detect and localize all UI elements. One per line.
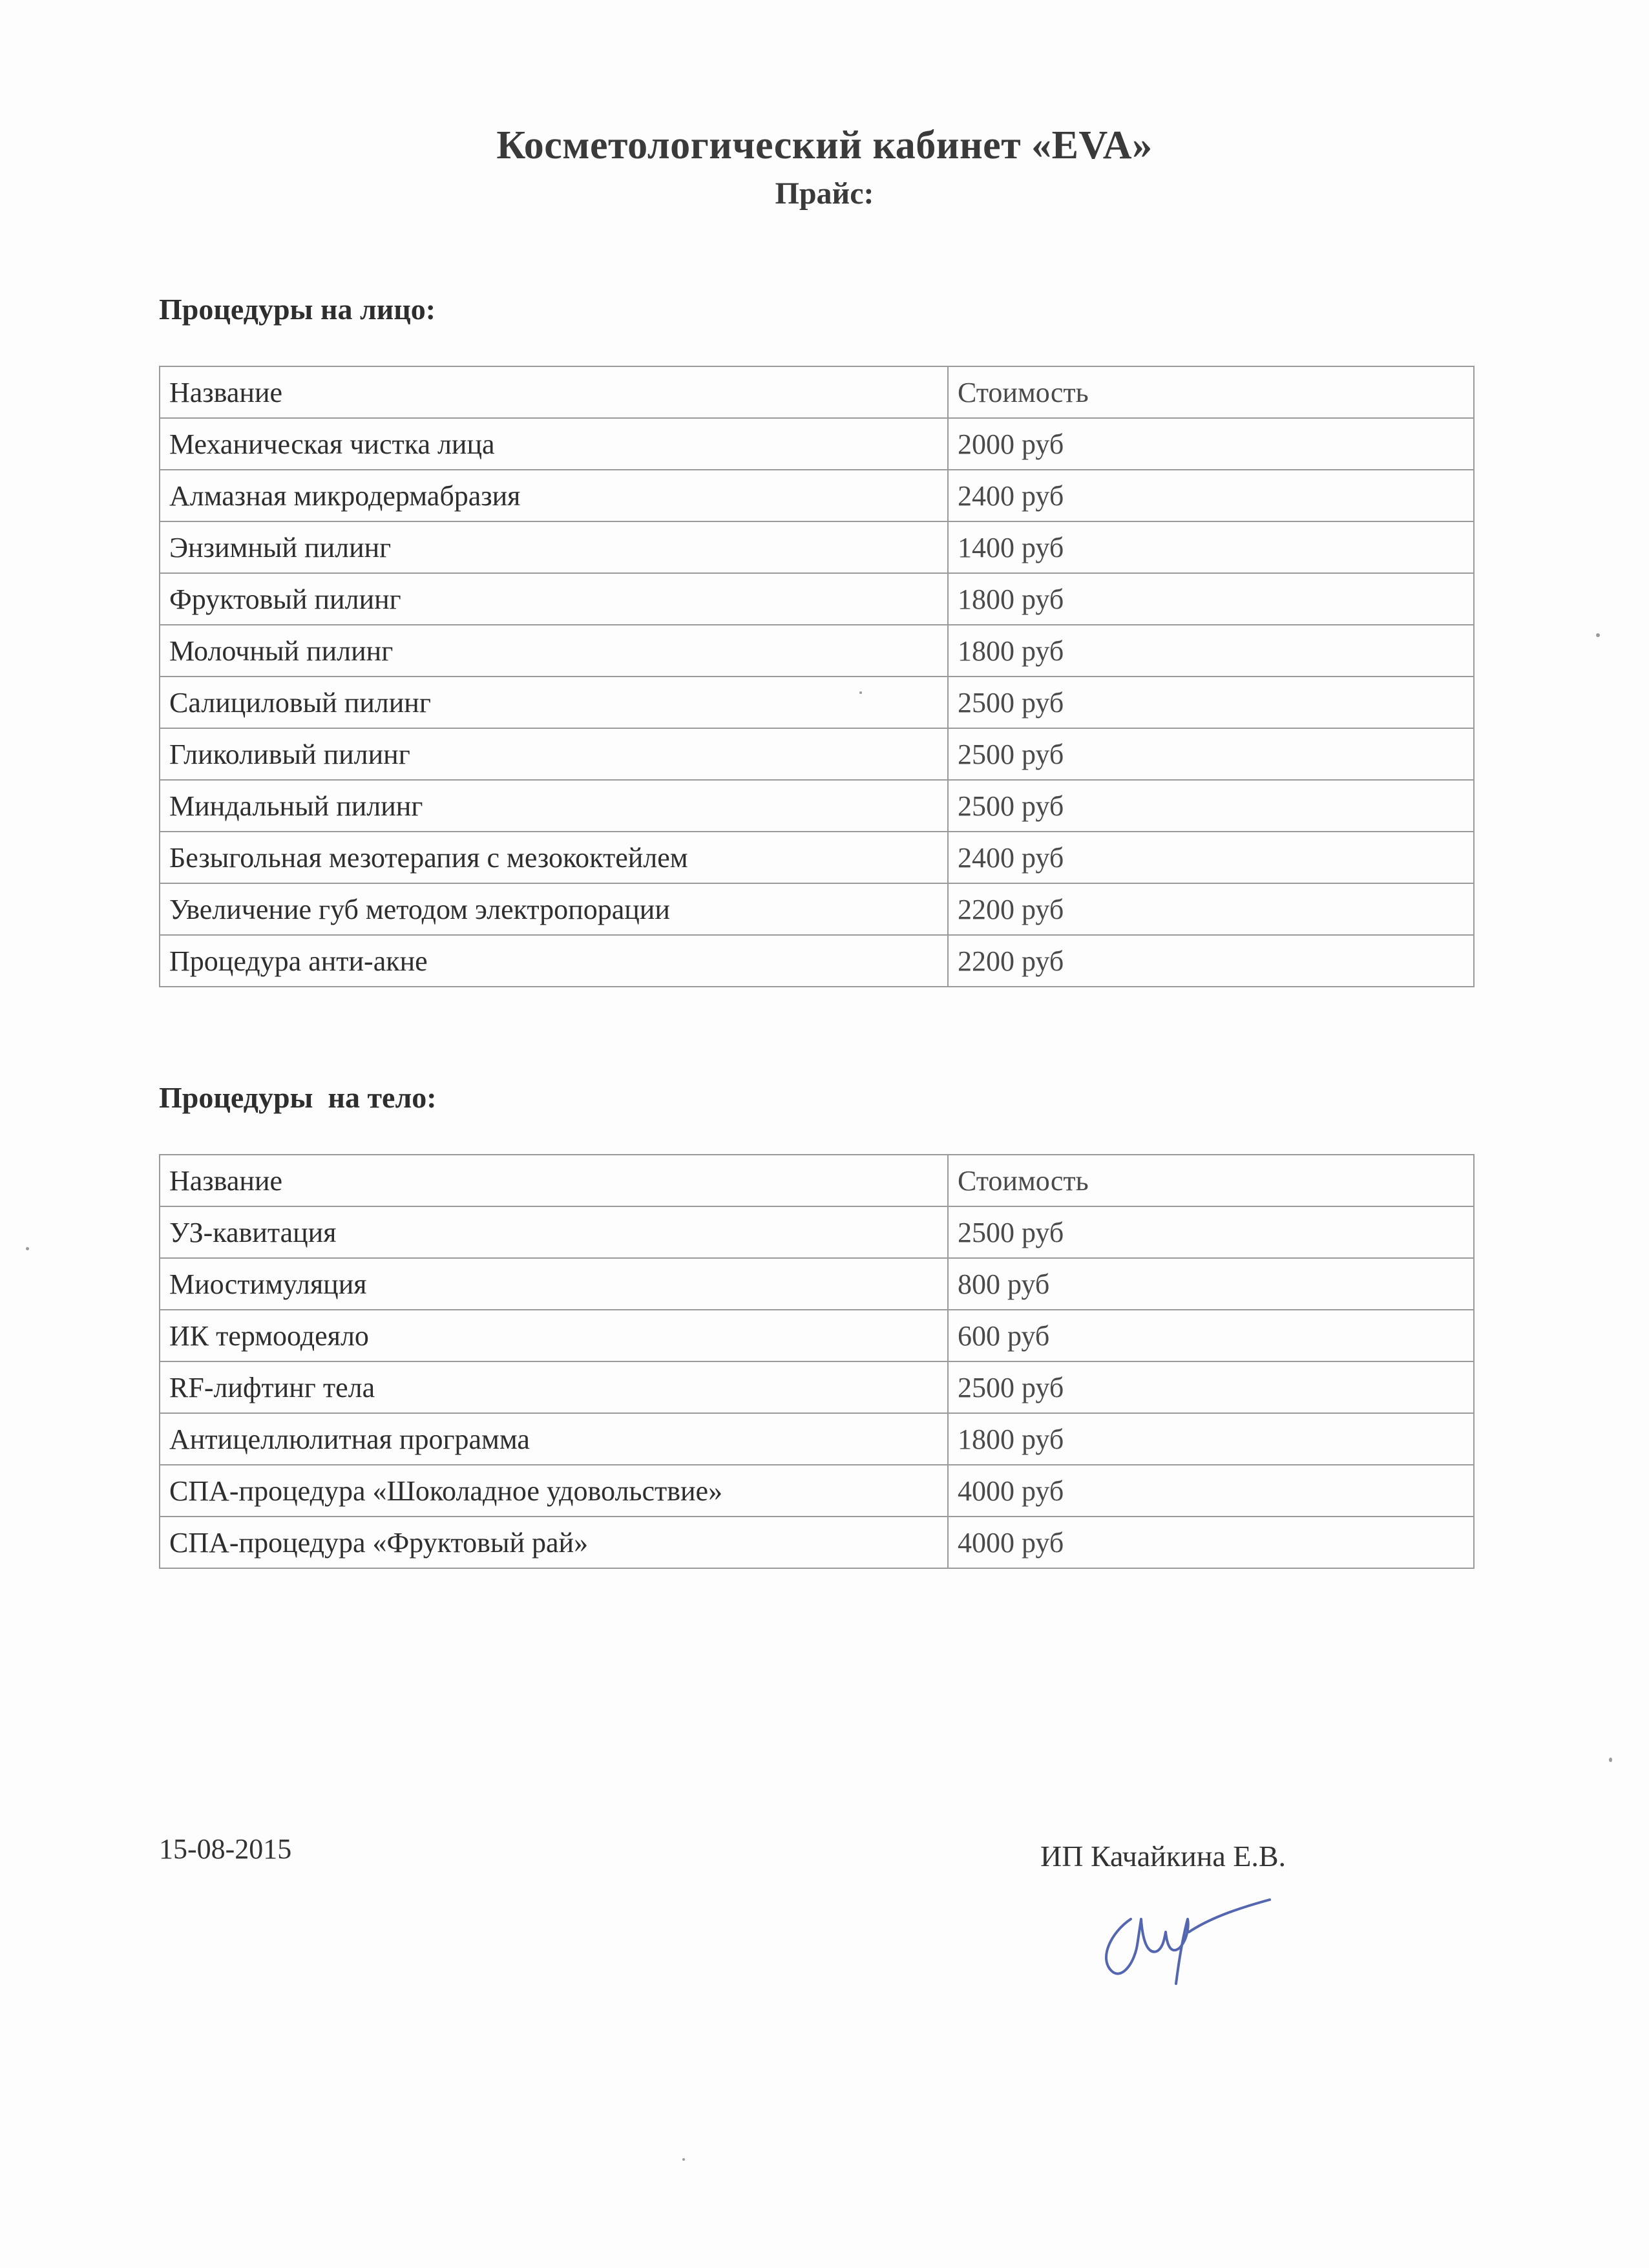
procedure-cost: 2400 руб: [948, 470, 1474, 521]
procedure-cost: 2500 руб: [948, 677, 1474, 728]
scan-speck: [682, 2158, 685, 2161]
scan-speck: [26, 1247, 29, 1250]
document-subtitle: Прайс:: [775, 176, 874, 211]
handwritten-signature: [1086, 1893, 1279, 1990]
scan-speck: [1596, 633, 1600, 637]
table-header-row: [160, 366, 1474, 418]
procedure-name: Салициловый пилинг: [160, 677, 948, 728]
table-row: [160, 728, 1474, 780]
table-row: [160, 1310, 1474, 1361]
column-header-name: Название: [160, 366, 948, 418]
column-header-cost: Стоимость: [948, 366, 1474, 418]
procedure-name: Механическая чистка лица: [160, 418, 948, 470]
scan-speck: [859, 691, 862, 694]
column-header-name: Название: [160, 1155, 948, 1206]
procedure-cost: 1400 руб: [948, 521, 1474, 573]
procedure-name: Миостимуляция: [160, 1258, 948, 1310]
procedure-cost: 600 руб: [948, 1310, 1474, 1361]
procedure-cost: 2500 руб: [948, 780, 1474, 832]
procedure-name: Энзимный пилинг: [160, 521, 948, 573]
procedure-cost: 2500 руб: [948, 1361, 1474, 1413]
procedure-name: СПА-процедура «Фруктовый рай»: [160, 1517, 948, 1568]
table-row: [160, 1465, 1474, 1517]
procedure-cost: 800 руб: [948, 1258, 1474, 1310]
table-row: [160, 1206, 1474, 1258]
table-row: [160, 780, 1474, 832]
procedure-cost: 2200 руб: [948, 935, 1474, 987]
procedure-cost: 2000 руб: [948, 418, 1474, 470]
procedure-name: Антицеллюлитная программа: [160, 1413, 948, 1465]
document-title: Косметологический кабинет «EVA»: [496, 123, 1153, 167]
body-section-heading: Процедуры на тело:: [159, 1081, 437, 1114]
face-section-heading: Процедуры на лицо:: [159, 293, 436, 326]
procedure-name: СПА-процедура «Шоколадное удовольствие»: [160, 1465, 948, 1517]
procedure-cost: 2500 руб: [948, 1206, 1474, 1258]
procedure-name: УЗ-кавитация: [160, 1206, 948, 1258]
table-row: [160, 1258, 1474, 1310]
table-row: [160, 883, 1474, 935]
table-row: [160, 1361, 1474, 1413]
table-row: [160, 1517, 1474, 1568]
procedure-cost: 4000 руб: [948, 1517, 1474, 1568]
scan-speck: [1609, 1758, 1612, 1762]
procedure-name: Фруктовый пилинг: [160, 573, 948, 625]
table-row: [160, 470, 1474, 521]
procedure-name: Молочный пилинг: [160, 625, 948, 677]
document-date: 15-08-2015: [159, 1833, 292, 1865]
table-row: [160, 935, 1474, 987]
procedure-cost: 2500 руб: [948, 728, 1474, 780]
table-row: [160, 573, 1474, 625]
procedure-name: RF-лифтинг тела: [160, 1361, 948, 1413]
procedure-name: Гликоливый пилинг: [160, 728, 948, 780]
procedure-cost: 1800 руб: [948, 573, 1474, 625]
procedure-name: Процедура анти-акне: [160, 935, 948, 987]
table-row: [160, 677, 1474, 728]
body-price-table: [159, 1154, 1475, 1569]
procedure-cost: 4000 руб: [948, 1465, 1474, 1517]
table-row: [160, 418, 1474, 470]
procedure-name: Миндальный пилинг: [160, 780, 948, 832]
procedure-cost: 2400 руб: [948, 832, 1474, 883]
procedure-name: ИК термоодеяло: [160, 1310, 948, 1361]
column-header-cost: Стоимость: [948, 1155, 1474, 1206]
face-price-table: [159, 366, 1475, 987]
table-row: [160, 1413, 1474, 1465]
table-row: [160, 832, 1474, 883]
procedure-cost: 2200 руб: [948, 883, 1474, 935]
table-header-row: [160, 1155, 1474, 1206]
signatory-name: ИП Качайкина Е.В.: [1040, 1840, 1287, 1873]
procedure-cost: 1800 руб: [948, 625, 1474, 677]
procedure-name: Безыгольная мезотерапия с мезококтейлем: [160, 832, 948, 883]
procedure-name: Увеличение губ методом электропорации: [160, 883, 948, 935]
procedure-name: Алмазная микродермабразия: [160, 470, 948, 521]
procedure-cost: 1800 руб: [948, 1413, 1474, 1465]
table-row: [160, 625, 1474, 677]
table-row: [160, 521, 1474, 573]
